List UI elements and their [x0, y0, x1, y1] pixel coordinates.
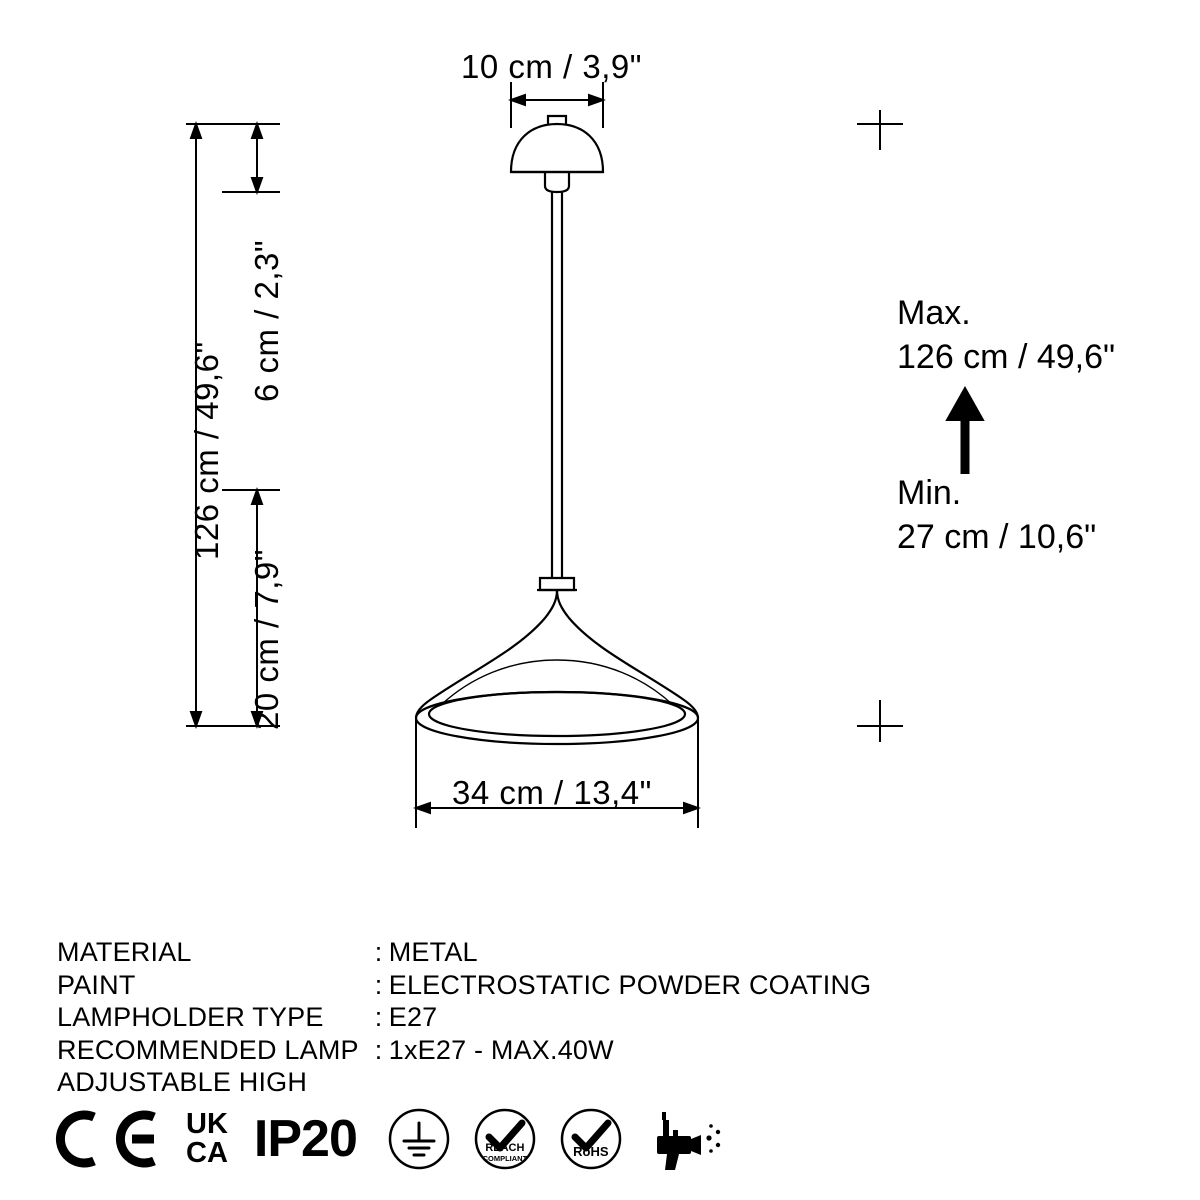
spray-gun-icon [649, 1106, 723, 1172]
reach-label: REACH [485, 1142, 525, 1154]
specifications-table [57, 938, 871, 1101]
dim-total-height: 126 cm / 49,6" [188, 341, 225, 560]
ip-rating-label: IP20 [253, 1110, 357, 1168]
dim-canopy-height: 6 cm / 2,3" [248, 239, 285, 402]
ukca-line-2: CA [186, 1137, 228, 1169]
spec-key: ADJUSTABLE HIGH [57, 1067, 308, 1097]
dim-shade-diameter: 34 cm / 13,4" [452, 774, 652, 811]
table-row [57, 971, 871, 1004]
adjustable-max-label: Max. [897, 294, 971, 332]
spec-separator: : [374, 1002, 383, 1032]
spec-separator: : [374, 937, 383, 967]
spec-value [389, 1068, 872, 1101]
table-row [57, 1068, 871, 1101]
adjustable-min-value: 27 cm / 10,6" [897, 518, 1097, 556]
adjustable-min-label: Min. [897, 474, 962, 512]
rohs-icon [559, 1107, 623, 1171]
spec-value: METAL [388, 937, 478, 967]
table-row [57, 1003, 871, 1036]
spec-separator: : [374, 1034, 383, 1065]
ukca-mark-icon [186, 1110, 232, 1168]
spec-separator [375, 1068, 389, 1101]
certification-row [46, 1105, 745, 1173]
spec-key: RECOMMENDED LAMP [57, 1034, 359, 1065]
spec-value: ELECTROSTATIC POWDER COATING [388, 969, 872, 1000]
spec-key: LAMPHOLDER TYPE [57, 1002, 324, 1032]
table-row [57, 938, 871, 971]
ukca-line-1: UK [186, 1108, 228, 1140]
spec-separator: : [374, 969, 383, 1000]
spec-key: PAINT [57, 969, 136, 1000]
spec-value: 1xE27 - MAX.40W [388, 1034, 614, 1065]
rohs-label: RoHS [573, 1144, 609, 1159]
table-row [57, 1036, 871, 1069]
dim-canopy-width: 10 cm / 3,9" [461, 48, 642, 85]
reach-compliant-icon [473, 1107, 537, 1171]
spec-value: E27 [388, 1002, 438, 1032]
adjustable-max-value: 126 cm / 49,6" [897, 338, 1116, 376]
reach-sublabel: COMPLIANT [482, 1154, 528, 1163]
spec-key: MATERIAL [57, 937, 192, 967]
ce-mark-icon [46, 1107, 164, 1171]
earth-ground-icon [387, 1107, 451, 1171]
dim-shade-height: 20 cm / 7,9" [248, 549, 285, 730]
